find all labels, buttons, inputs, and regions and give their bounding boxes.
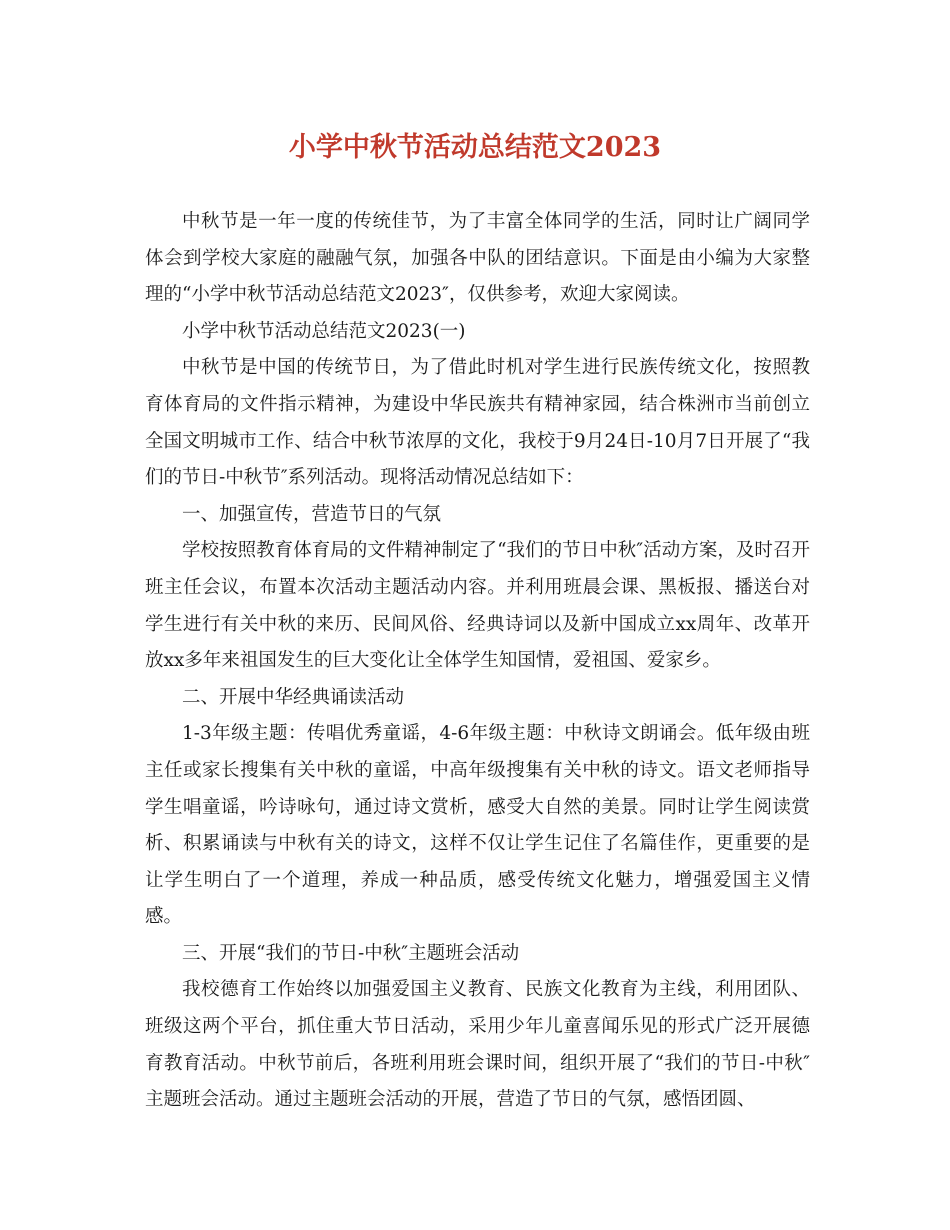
section-heading: 二、开展中华经典诵读活动 [182,686,405,708]
body-paragraph: 1-3年级主题：传唱优秀童谣，4-6年级主题：中秋诗文朗诵会。低年级由班主任或家长搜集有关中秋的童谣，中高年级搜集有关中秋的诗文。语文老师指导学生唱童谣，吟诗咏句，通过诗文赏析，感受大自然的美景。同时让学生阅读赏析、积累诵读与中秋有关的诗文，这样不仅让学生记住了名篇佳作，更重要的是让学生明白了一个道理，养成一种品质，感受传统文化魅力，增强爱国主义情感。 [145,723,810,928]
section-heading: 小学中秋节活动总结范文2023(一) [182,320,466,342]
document-body [145,204,810,1119]
intro-paragraph: 中秋节是一年一度的传统佳节，为了丰富全体同学的生活，同时让广阔同学体会到学校大家庭的融融气氛，加强各中队的团结意识。下面是由小编为大家整理的“小学中秋节活动总结范文2023″，仅供参考，欢迎大家阅读。 [145,211,810,306]
document-title: 小学中秋节活动总结范文2023 [288,132,662,163]
section-heading: 三、开展“我们的节日-中秋″主题班会活动 [182,942,520,964]
body-paragraph: 我校德育工作始终以加强爱国主义教育、民族文化教育为主线，利用团队、班级这两个平台，抓住重大节日活动，采用少年儿童喜闻乐见的形式广泛开展德育教育活动。中秋节前后，各班利用班会课时间，组织开展了“我们的节日-中秋″主题班会活动。通过主题班会活动的开展，营造了节日的气氛，感悟团圆、 [145,979,810,1111]
body-paragraph: 学校按照教育体育局的文件精神制定了“我们的节日中秋″活动方案，及时召开班主任会议，布置本次活动主题活动内容。并利用班晨会课、黑板报、播送台对学生进行有关中秋的来历、民间风俗、经典诗词以及新中国成立xx周年、改革开放xx多年来祖国发生的巨大变化让全体学生知国情，爱祖国、爱家乡。 [145,540,810,672]
section-heading: 一、加强宣传，营造节日的气氛 [182,503,442,525]
body-paragraph: 中秋节是中国的传统节日，为了借此时机对学生进行民族传统文化，按照教育体育局的文件指示精神，为建设中华民族共有精神家园，结合株洲市当前创立全国文明城市工作、结合中秋节浓厚的文化，我校于9月24日-10月7日开展了“我们的节日-中秋节″系列活动。现将活动情况总结如下： [145,357,810,489]
